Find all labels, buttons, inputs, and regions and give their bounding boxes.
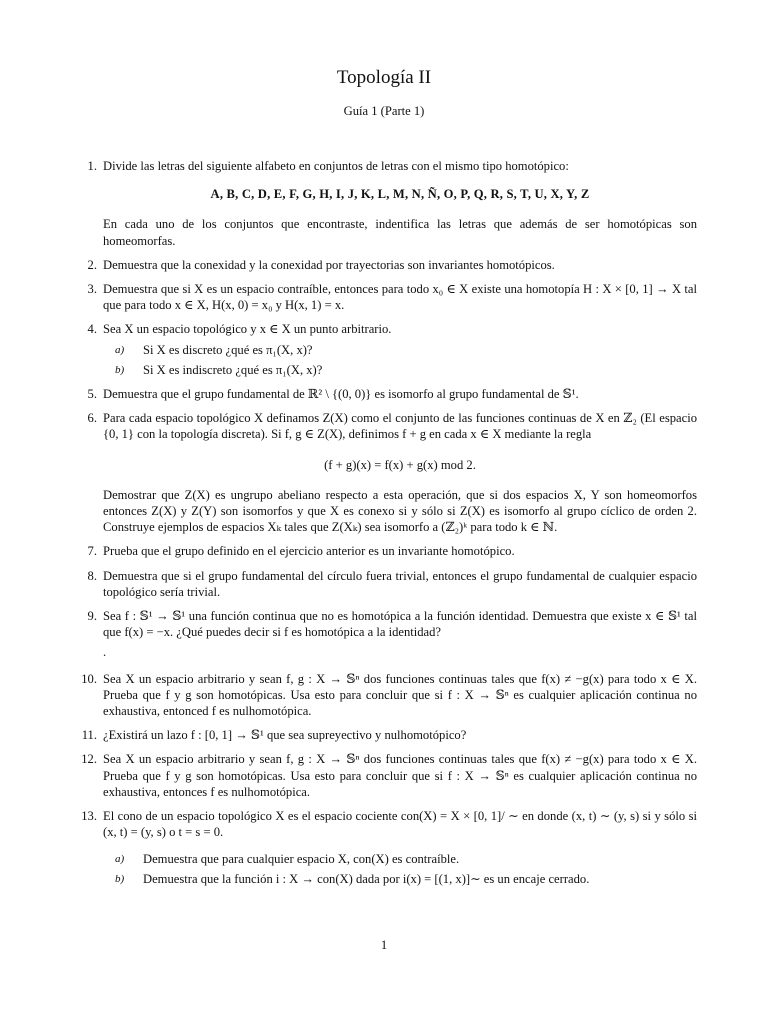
subitem-b	[103, 871, 697, 887]
subitem-text: Demuestra que la función i : X → con(X) dada por i(x) = [(1, x)]∼ es un encaje cerrado.	[143, 871, 590, 886]
subitem-a	[103, 342, 697, 358]
alphabet-letters: A, B, C, D, E, F, G, H, I, J, K, L, M, N, Ñ, O, P, Q, R, S, T, U, X, Y, Z	[210, 187, 590, 202]
exercise-text: Demuestra que si X es un espacio contraíble, entonces para todo x₀ ∈ X existe una homotopía H : X × [0, 1] → X tal que para todo x ∈ X, H(x, 0) = x₀ y H(x, 1) = x.	[103, 282, 697, 313]
exercise-number: 12.	[81, 752, 97, 767]
exercise-list	[77, 158, 697, 895]
exercise-number: 1.	[87, 159, 97, 173]
exercise-text: Demuestra que el grupo fundamental de ℝ² \ {(0, 0)} es isomorfo al grupo fundamental de 𝕊¹.	[103, 387, 579, 402]
subitem-text: Demuestra que para cualquier espacio X, con(X) es contraíble.	[143, 851, 460, 866]
exercise-4	[77, 321, 697, 378]
exercise-text: Demuestra que si el grupo fundamental del círculo fuera trivial, entonces el grupo fundamental de cualquier espacio topológico sería trivial.	[103, 568, 697, 599]
exercise-1	[77, 158, 697, 249]
display-equation: (f + g)(x) = f(x) + g(x) mod 2.	[324, 457, 476, 472]
exercise-11	[77, 727, 697, 743]
stray-period: .	[103, 645, 107, 660]
exercise-number: 3.	[87, 282, 97, 297]
subitem-text: Si X es discreto ¿qué es π₁(X, x)?	[143, 342, 313, 357]
subitem-label: a)	[115, 343, 125, 356]
exercise-10	[77, 671, 697, 720]
exercise-number: 2.	[87, 257, 97, 272]
exercise-text: Sea X un espacio topológico y x ∈ X un punto arbitrario.	[103, 322, 392, 337]
subitem-b	[103, 362, 697, 378]
exercise-number: 9.	[87, 609, 97, 624]
exercise-text: Sea X un espacio arbitrario y sean f, g : X → 𝕊ⁿ dos funciones continuas tales que f(x) ≠ −g(x) para todo x ∈ X. Prueba que f y g son homotópicas. Usa esto para concluir que si f : X → 𝕊ⁿ es cualquier aplicación continua no exhaustiva, entonces f es nulhomotópica.	[103, 752, 697, 799]
subitem-label: b)	[115, 872, 125, 885]
exercise-text: Divide las letras del siguiente alfabeto en conjuntos de letras con el mismo tipo homotópico:	[103, 159, 569, 173]
exercise-text: Para cada espacio topológico X definamos Z(X) como el conjunto de las funciones continuas de X en ℤ₂ (El espacio {0, 1} con la topología discreta). Si f, g ∈ Z(X), definimos f + g en cada x ∈ X mediante la regla	[103, 411, 697, 442]
exercise-2	[77, 257, 697, 273]
exercise-3	[77, 281, 697, 313]
exercise-number: 10.	[81, 671, 97, 686]
exercise-8	[77, 568, 697, 600]
subitem-label: b)	[115, 363, 125, 376]
exercise-number: 13.	[81, 809, 97, 824]
subitem-text: Si X es indiscreto ¿qué es π₁(X, x)?	[143, 362, 323, 377]
exercise-number: 4.	[87, 322, 97, 337]
document-title: Topología II	[336, 67, 432, 88]
exercise-7	[77, 543, 697, 559]
exercise-number: 11.	[81, 728, 97, 743]
subitem-label: a)	[115, 852, 125, 865]
page-number: 1	[380, 938, 388, 952]
exercise-text: Sea f : 𝕊¹ → 𝕊¹ una función continua que no es homotópica a la función identidad. Demuestra que existe x ∈ 𝕊¹ tal que f(x) = −x. ¿Qué puedes decir si f es homotópica a la identidad?	[103, 609, 697, 640]
exercise-number: 5.	[87, 387, 97, 402]
exercise-text: El cono de un espacio topológico X es el espacio cociente con(X) = X × [0, 1]/ ∼ en donde (x, t) ∼ (y, s) si y sólo si (x, t) = (y, s) o t = s = 0.	[103, 809, 697, 840]
exercise-12	[77, 751, 697, 800]
exercise-text-continued: En cada uno de los conjuntos que encontraste, indentifica las letras que además de ser homotópicas son homeomorfas.	[103, 217, 697, 248]
exercise-number: 8.	[87, 568, 97, 583]
subitem-a	[103, 851, 697, 867]
exercise-text: Sea X un espacio arbitrario y sean f, g : X → 𝕊ⁿ dos funciones continuas tales que f(x) ≠ −g(x) para todo x ∈ X. Prueba que f y g son homotópicas. Usa esto para concluir que si f : X → 𝕊ⁿ es cualquier aplicación continua no exhaustiva, entonced f es nulhomotópica.	[103, 671, 697, 719]
exercise-9	[77, 608, 697, 661]
exercise-text: Prueba que el grupo definido en el ejercicio anterior es un invariante homotópico.	[103, 544, 515, 559]
exercise-text: Demuestra que la conexidad y la conexidad por trayectorias son invariantes homotópicos.	[103, 257, 555, 272]
exercise-number: 6.	[87, 411, 97, 426]
exercise-5	[77, 386, 697, 402]
exercise-text: ¿Existirá un lazo f : [0, 1] → 𝕊¹ que sea supreyectivo y nulhomotópico?	[103, 728, 467, 743]
exercise-13	[77, 808, 697, 887]
document-subtitle: Guía 1 (Parte 1)	[343, 104, 425, 118]
exercise-text-continued: Demostrar que Z(X) es ungrupo abeliano respecto a esta operación, que si dos espacios X, Y son homeomorfos entonces Z(X) y Z(Y) son isomorfos y que X es conexo si y sólo si Z(X) es isomorfo al grupo cíclico de orden 2. Construye ejemplos de espacios Xₖ tales que Z(Xₖ) sea isomorfo a (ℤ₂)ᵏ para todo k ∈ ℕ.	[103, 487, 697, 535]
exercise-number: 7.	[87, 544, 97, 559]
exercise-6	[77, 410, 697, 535]
